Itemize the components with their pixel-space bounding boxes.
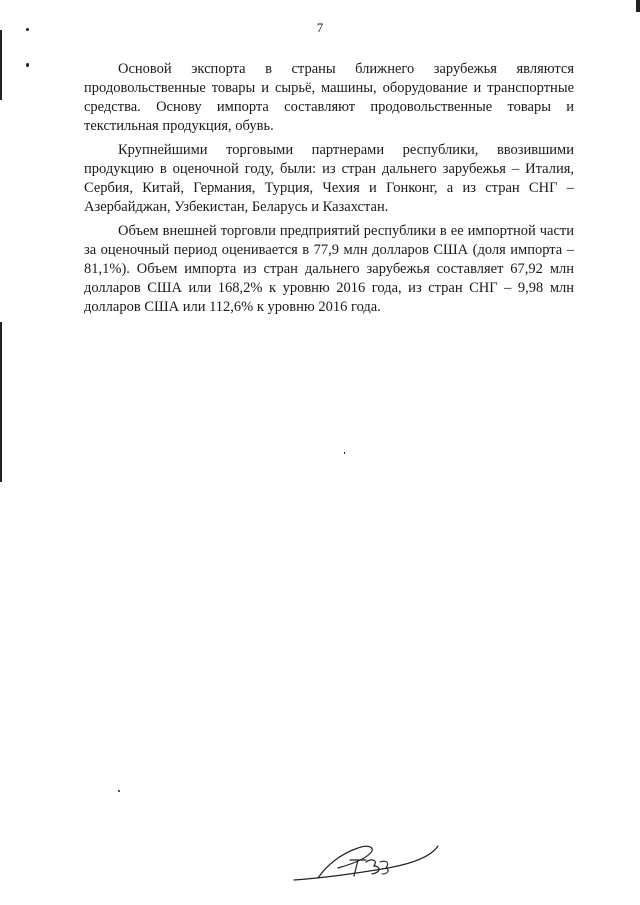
paragraph-export: Основой экспорта в страны ближнего зарубежья являются продовольственные товары и сырьё, машины, оборудование и транспортные средства. Основу импорта составляют продовольственные товары и текстильная продукция, обувь. bbox=[84, 61, 574, 134]
paragraph-import-volume: Объем внешней торговли предприятий республики в ее импортной части за оценочный период оценивается в 77,9 млн долларов США (доля импорта – 81,1%). Объем импорта из стран дальнего зарубежья составляет 67,92 млн долларов США или 168,2% к уровню 2016 года, из стран СНГ – 9,98 млн долларов США или 112,6% к уровню 2016 года. bbox=[84, 223, 574, 315]
page-number: 7 bbox=[316, 20, 324, 35]
scan-edge-mark bbox=[636, 0, 640, 12]
text-body bbox=[84, 60, 574, 317]
signature-icon bbox=[292, 838, 442, 888]
scan-margin-line-top bbox=[0, 30, 2, 100]
scan-speck bbox=[26, 63, 29, 67]
scan-speck bbox=[344, 452, 345, 454]
scan-speck bbox=[118, 790, 120, 792]
paragraph-partners: Крупнейшими торговыми партнерами республики, ввозившими продукцию в оценочной году, были: из стран дальнего зарубежья – Италия, Сербия, Китай, Германия, Турция, Чехия и Гонконг, а из стран СНГ – Азербайджан, Узбекистан, Беларусь и Казахстан. bbox=[84, 142, 574, 215]
scan-speck bbox=[26, 28, 29, 31]
scan-margin-line-bottom bbox=[0, 322, 2, 482]
